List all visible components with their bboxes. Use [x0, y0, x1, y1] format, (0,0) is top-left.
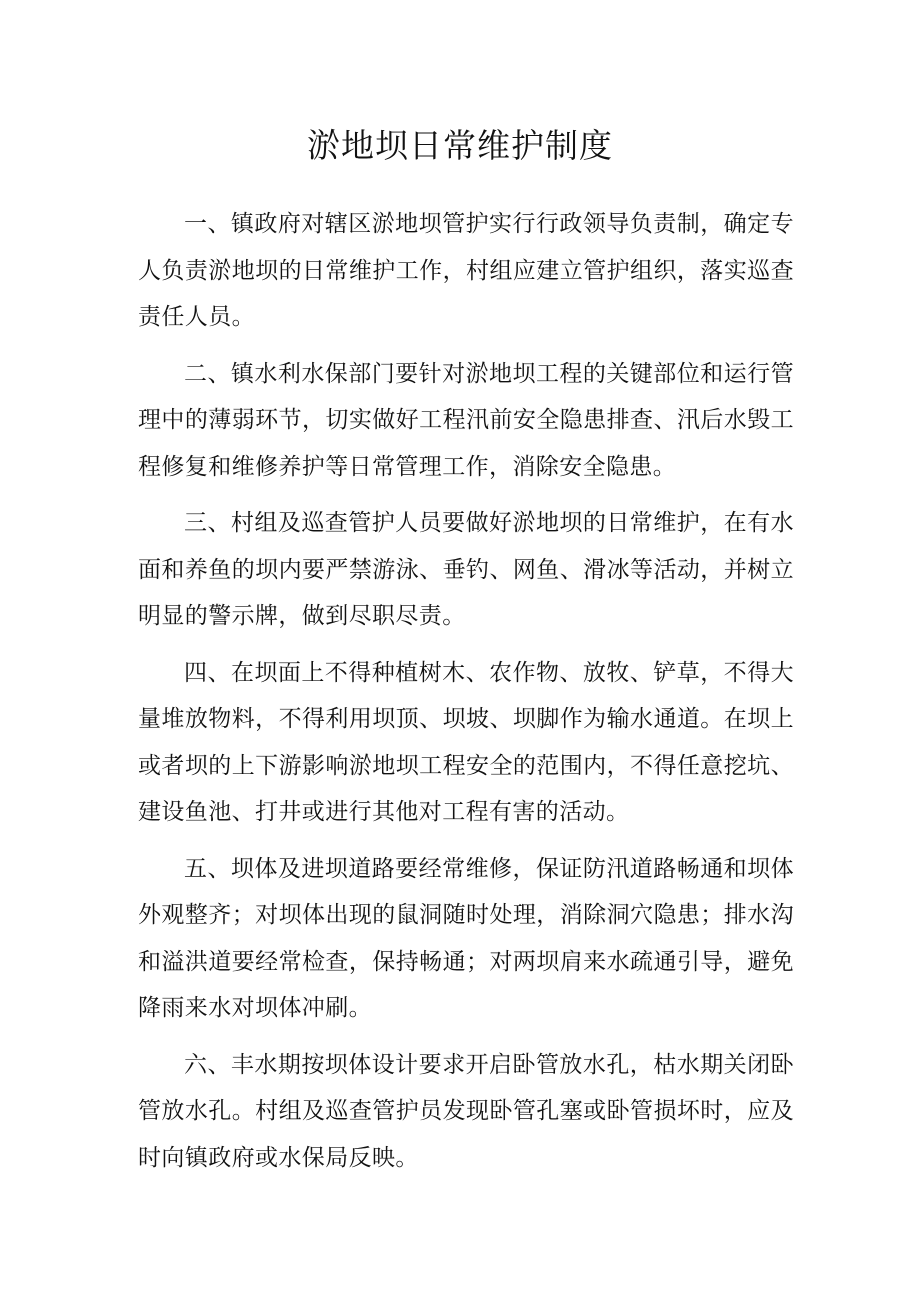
paragraph-4: 四、在坝面上不得种植树木、农作物、放牧、铲草，不得大量堆放物料，不得利用坝顶、坝坡、坝脚作为输水通道。在坝上或者坝的上下游影响淤地坝工程安全的范围内，不得任意挖坑、建设鱼池、打井或进行其他对工程有害的活动。 [138, 659, 794, 825]
paragraph-1: 一、镇政府对辖区淤地坝管护实行行政领导负责制，确定专人负责淤地坝的日常维护工作，村组应建立管护组织，落实巡查责任人员。 [138, 211, 794, 330]
paragraph-2: 二、镇水利水保部门要针对淤地坝工程的关键部位和运行管理中的薄弱环节，切实做好工程汛前安全隐患排查、汛后水毁工程修复和维修养护等日常管理工作，消除安全隐患。 [138, 360, 794, 480]
paragraph-5: 五、坝体及进坝道路要经常维修，保证防汛道路畅通和坝体外观整齐；对坝体出现的鼠洞随时处理，消除洞穴隐患；排水沟和溢洪道要经常检查，保持畅通；对两坝肩来水疏通引导，避免降雨来水对坝体冲刷。 [138, 855, 794, 1021]
paragraph-6: 六、丰水期按坝体设计要求开启卧管放水孔，枯水期关闭卧管放水孔。村组及巡查管护员发现卧管孔塞或卧管损坏时，应及时向镇政府或水保局反映。 [138, 1051, 794, 1171]
document-title: 淤地坝日常维护制度 [307, 126, 613, 165]
document-body [138, 201, 794, 1191]
paragraph-3: 三、村组及巡查管护人员要做好淤地坝的日常维护，在有水面和养鱼的坝内要严禁游泳、垂钓、网鱼、滑冰等活动，并树立明显的警示牌，做到尽职尽责。 [138, 510, 794, 629]
